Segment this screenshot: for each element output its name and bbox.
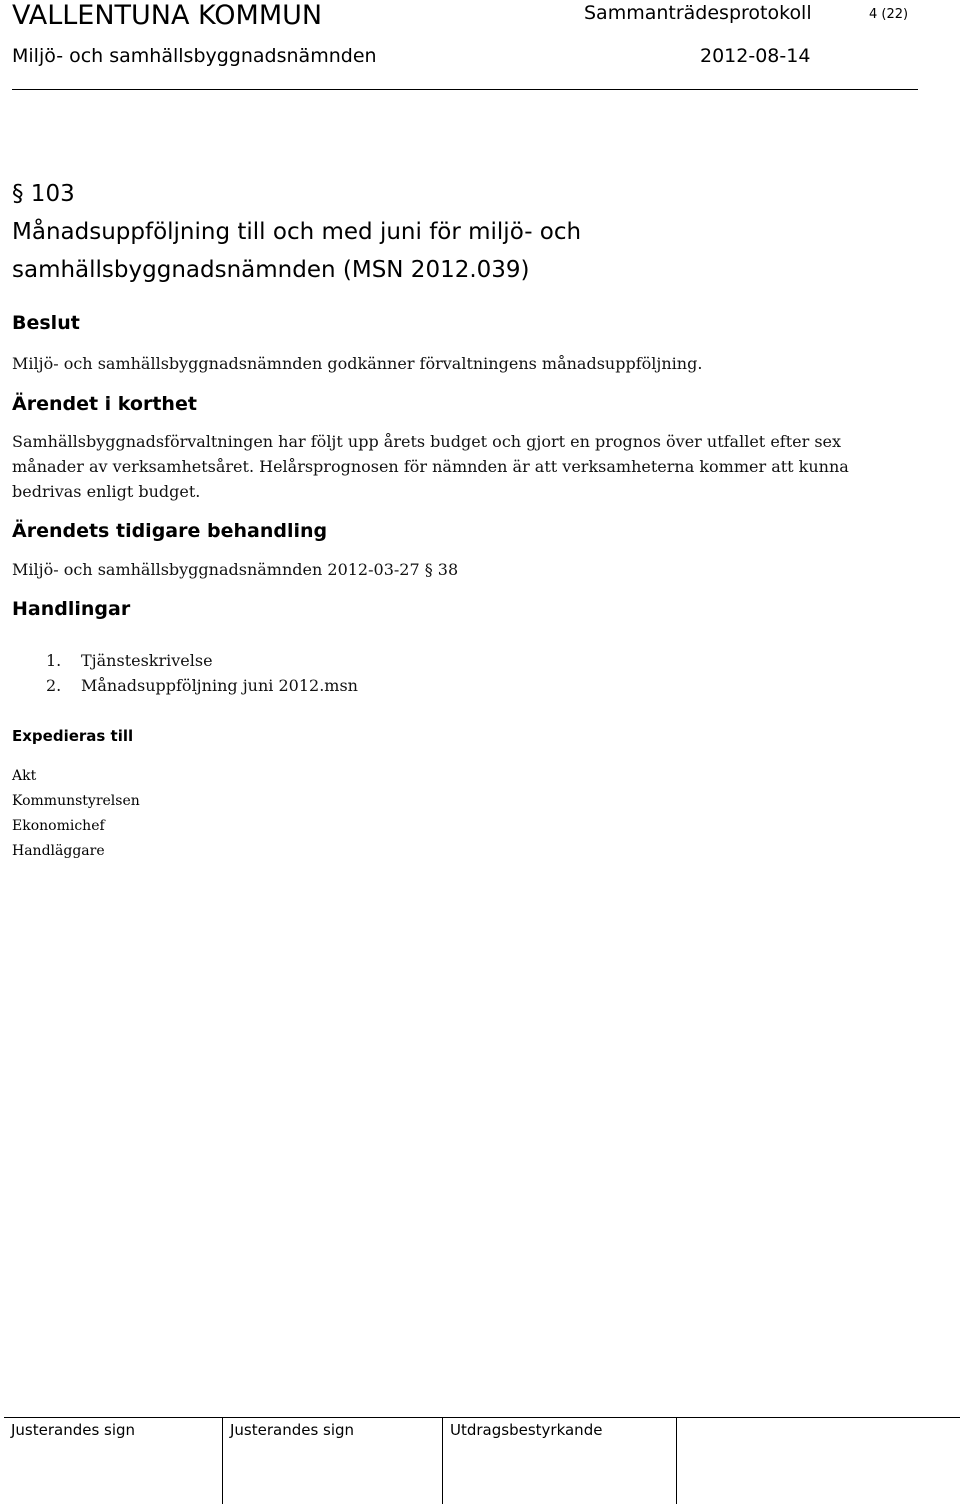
beslut-text: Miljö- och samhällsbyggnadsnämnden godkänner förvaltningens månadsuppföljning. bbox=[12, 354, 703, 373]
arendet-heading: Ärendet i korthet bbox=[12, 393, 197, 415]
page-number: 4 (22) bbox=[869, 7, 909, 22]
signature-cell-4 bbox=[677, 1418, 960, 1504]
meeting-date: 2012-08-14 bbox=[700, 45, 811, 67]
list-item: 1. Tjänsteskrivelse bbox=[46, 651, 213, 670]
beslut-heading: Beslut bbox=[12, 312, 80, 334]
signature-cell-1 bbox=[4, 1418, 222, 1504]
recipient: Akt bbox=[12, 768, 37, 784]
list-item: 2. Månadsuppföljning juni 2012.msn bbox=[46, 676, 358, 695]
arendet-text: Samhällsbyggnadsförvaltningen har följt upp årets budget och gjort en prognos över utfallet efter sex månader av verksamhetsåret. Helårsprognosen för nämnden är att verksamheterna kommer att kunna bedrivas enligt budget. bbox=[12, 432, 849, 501]
recipient-list bbox=[12, 764, 140, 864]
signature-cell-2 bbox=[222, 1418, 442, 1504]
section-title-line1: Månadsuppföljning till och med juni för miljö- och bbox=[12, 219, 582, 245]
section-heading bbox=[12, 175, 812, 289]
section-title-line2: samhällsbyggnadsnämnden (MSN 2012.039) bbox=[12, 257, 530, 283]
document-type: Sammanträdesprotokoll bbox=[584, 2, 812, 24]
tidigare-heading: Ärendets tidigare behandling bbox=[12, 520, 328, 542]
tidigare-text: Miljö- och samhällsbyggnadsnämnden 2012-03-27 § 38 bbox=[12, 560, 459, 579]
signature-label-2: Justerandes sign bbox=[230, 1421, 355, 1439]
signature-table bbox=[4, 1417, 960, 1504]
expedieras-heading: Expedieras till bbox=[12, 727, 134, 745]
header-divider bbox=[12, 89, 918, 90]
recipient: Ekonomichef bbox=[12, 818, 105, 834]
signature-label-3: Utdragsbestyrkande bbox=[450, 1421, 603, 1439]
recipient: Kommunstyrelsen bbox=[12, 793, 140, 809]
recipient: Handläggare bbox=[12, 843, 105, 859]
signature-label-1: Justerandes sign bbox=[11, 1421, 136, 1439]
organization-name: VALLENTUNA KOMMUN bbox=[12, 0, 323, 31]
board-name: Miljö- och samhällsbyggnadsnämnden bbox=[12, 45, 377, 67]
section-number: § 103 bbox=[12, 181, 75, 207]
handlingar-list bbox=[46, 648, 358, 698]
handlingar-heading: Handlingar bbox=[12, 598, 131, 620]
signature-cell-3 bbox=[442, 1418, 677, 1504]
